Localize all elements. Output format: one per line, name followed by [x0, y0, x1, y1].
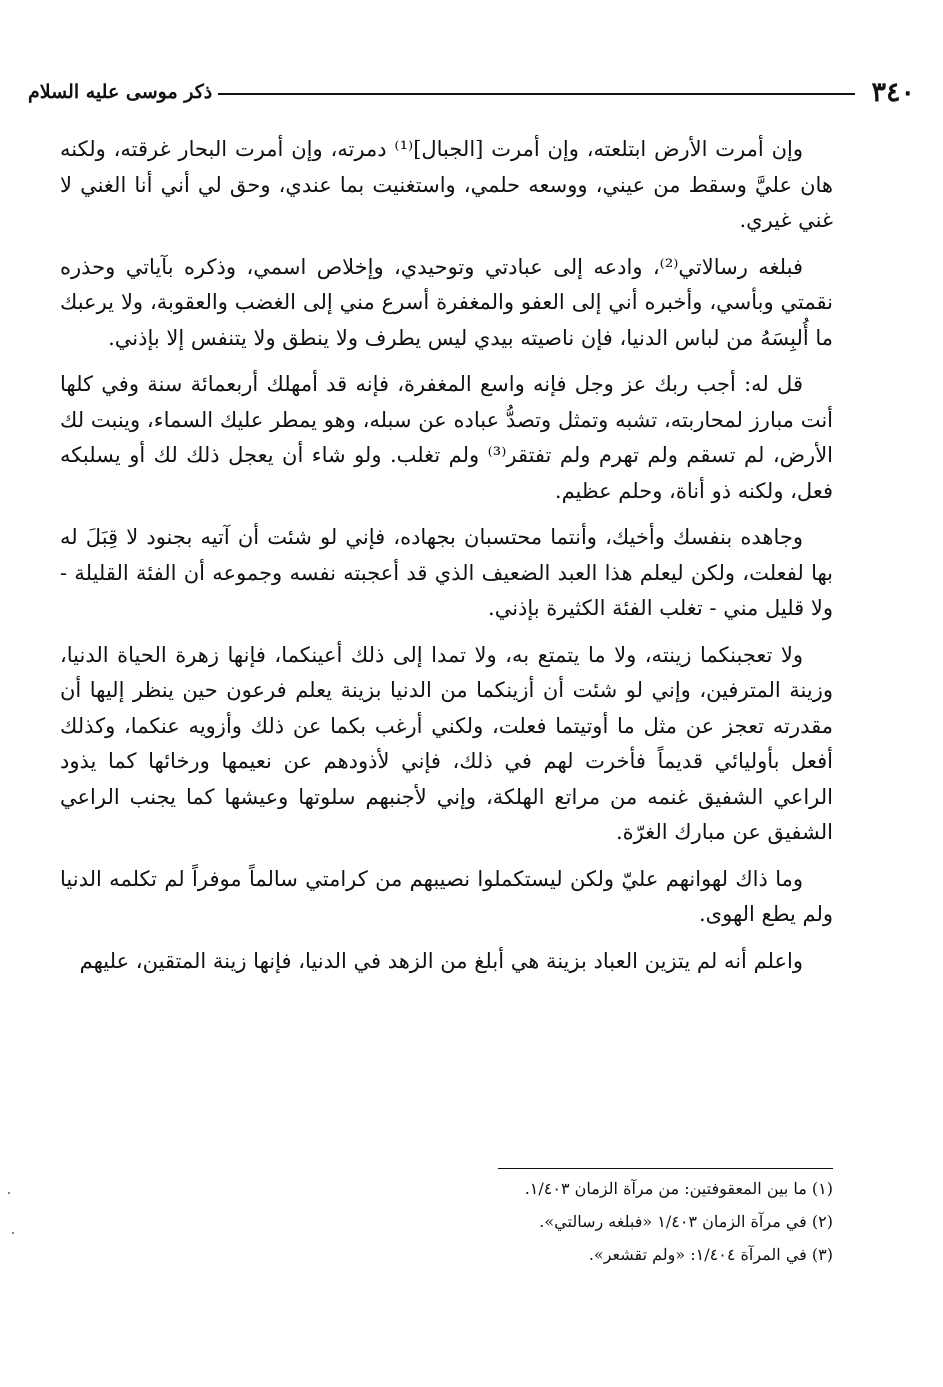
page-header	[28, 74, 915, 110]
running-title: ذكر موسى عليه السلام	[28, 81, 213, 103]
paragraph: ولا تعجبنكما زينته، ولا ما يتمتع به، ولا تمدا إلى ذلك أعينكما، فإنها زهرة الحياة الدنيا، وزينة المترفين، وإني لو شئت أن أزينكما من الدنيا بزينة يعلم فرعون حين ينظر إليها أن مقدرته تعجز عن مثل ما أوتيتما فعلت، ولكني أرغب بكما عن ذلك وأزويه عنكما، وكذلك أفعل بأوليائي قديماً فأخرت لهم في ذلك، فإني لأذودهم عن نعيمها ورخائها كما يذود الراعي الشفيق غنمه من مراتع الهلكة، وإني لأجنبهم سلوتها وعيشها كما يجنب الراعي الشفيق عن مبارك الغرّة.	[60, 642, 833, 844]
paragraph: قل له: أجب ربك عز وجل فإنه واسع المغفرة، فإنه قد أمهلك أربعمائة سنة وفي كلها أنت مبارز لمحاربته، تشبه وتمثل وتصدُّ عباده عن سبله، وهو يمطر عليك السماء، وينبت لك الأرض، لم تسقم ولم تهرم ولم تفتقر⁽³⁾ ولم تغلب. ولو شاء أن يعجل ذلك لك أو يسلبكه فعل، ولكنه ذو أناة، وحلم عظيم.	[60, 372, 834, 503]
paragraph: وإن أمرت الأرض ابتلعته، وإن أمرت [الجبال]⁽¹⁾ دمرته، وإن أمرت البحار غرقته، ولكنه هان عليَّ وسقط من عيني، ووسعه حلمي، واستغنيت بما عندي، وحق لي أني أنا الغني لا غني غيري.	[60, 137, 833, 232]
footnote: (٣) في المرآة ١/٤٠٤: «ولم تقشعر».	[588, 1245, 833, 1264]
footnote-separator	[498, 1168, 833, 1169]
footnotes	[300, 1172, 833, 1271]
footnote: (٢) في مرآة الزمان ١/٤٠٣ «فبلغه رسالتي».	[539, 1212, 833, 1231]
scan-speck	[12, 1232, 14, 1234]
paragraph: وجاهده بنفسك وأخيك، وأنتما محتسبان بجهاده، فإني لو شئت أن آتيه بجنود لا قِبَلَ له بها لفعلت، ولكن ليعلم هذا العبد الضعيف الذي قد أعجبته نفسه وجموعه أن الفئة القليلة - ولا قليل مني - تغلب الفئة الكثيرة بإذني.	[60, 525, 833, 620]
paragraph: فبلغه رسالاتي⁽²⁾، وادعه إلى عبادتي وتوحيدي، وإخلاص اسمي، وذكره بآياتي وحذره نقمتي وبأسي، وأخبره أني إلى العفو والمغفرة أسرع مني إلى الغضب والعقوبة، ولا يرعبك ما أُلبِسَهُ من لباس الدنيا، فإن ناصيته بيدي ليس يطرف ولا ينطق ولا يتنفس إلا بإذني.	[60, 254, 833, 350]
page-number: ٣٤٠	[871, 76, 915, 108]
footnote: (١) ما بين المعقوفتين: من مرآة الزمان ١/٤٠٣.	[524, 1179, 833, 1198]
paragraph: وما ذاك لهوانهم عليّ ولكن ليستكملوا نصيبهم من كرامتي سالماً موفراً لم تكلمه الدنيا ولم يطع الهوى.	[60, 866, 833, 926]
paragraph: واعلم أنه لم يتزين العباد بزينة هي أبلغ من الزهد في الدنيا، فإنها زينة المتقين، عليهم	[79, 948, 803, 973]
header-rule	[218, 93, 855, 95]
scan-speck	[8, 1192, 10, 1194]
body-text	[60, 132, 833, 990]
